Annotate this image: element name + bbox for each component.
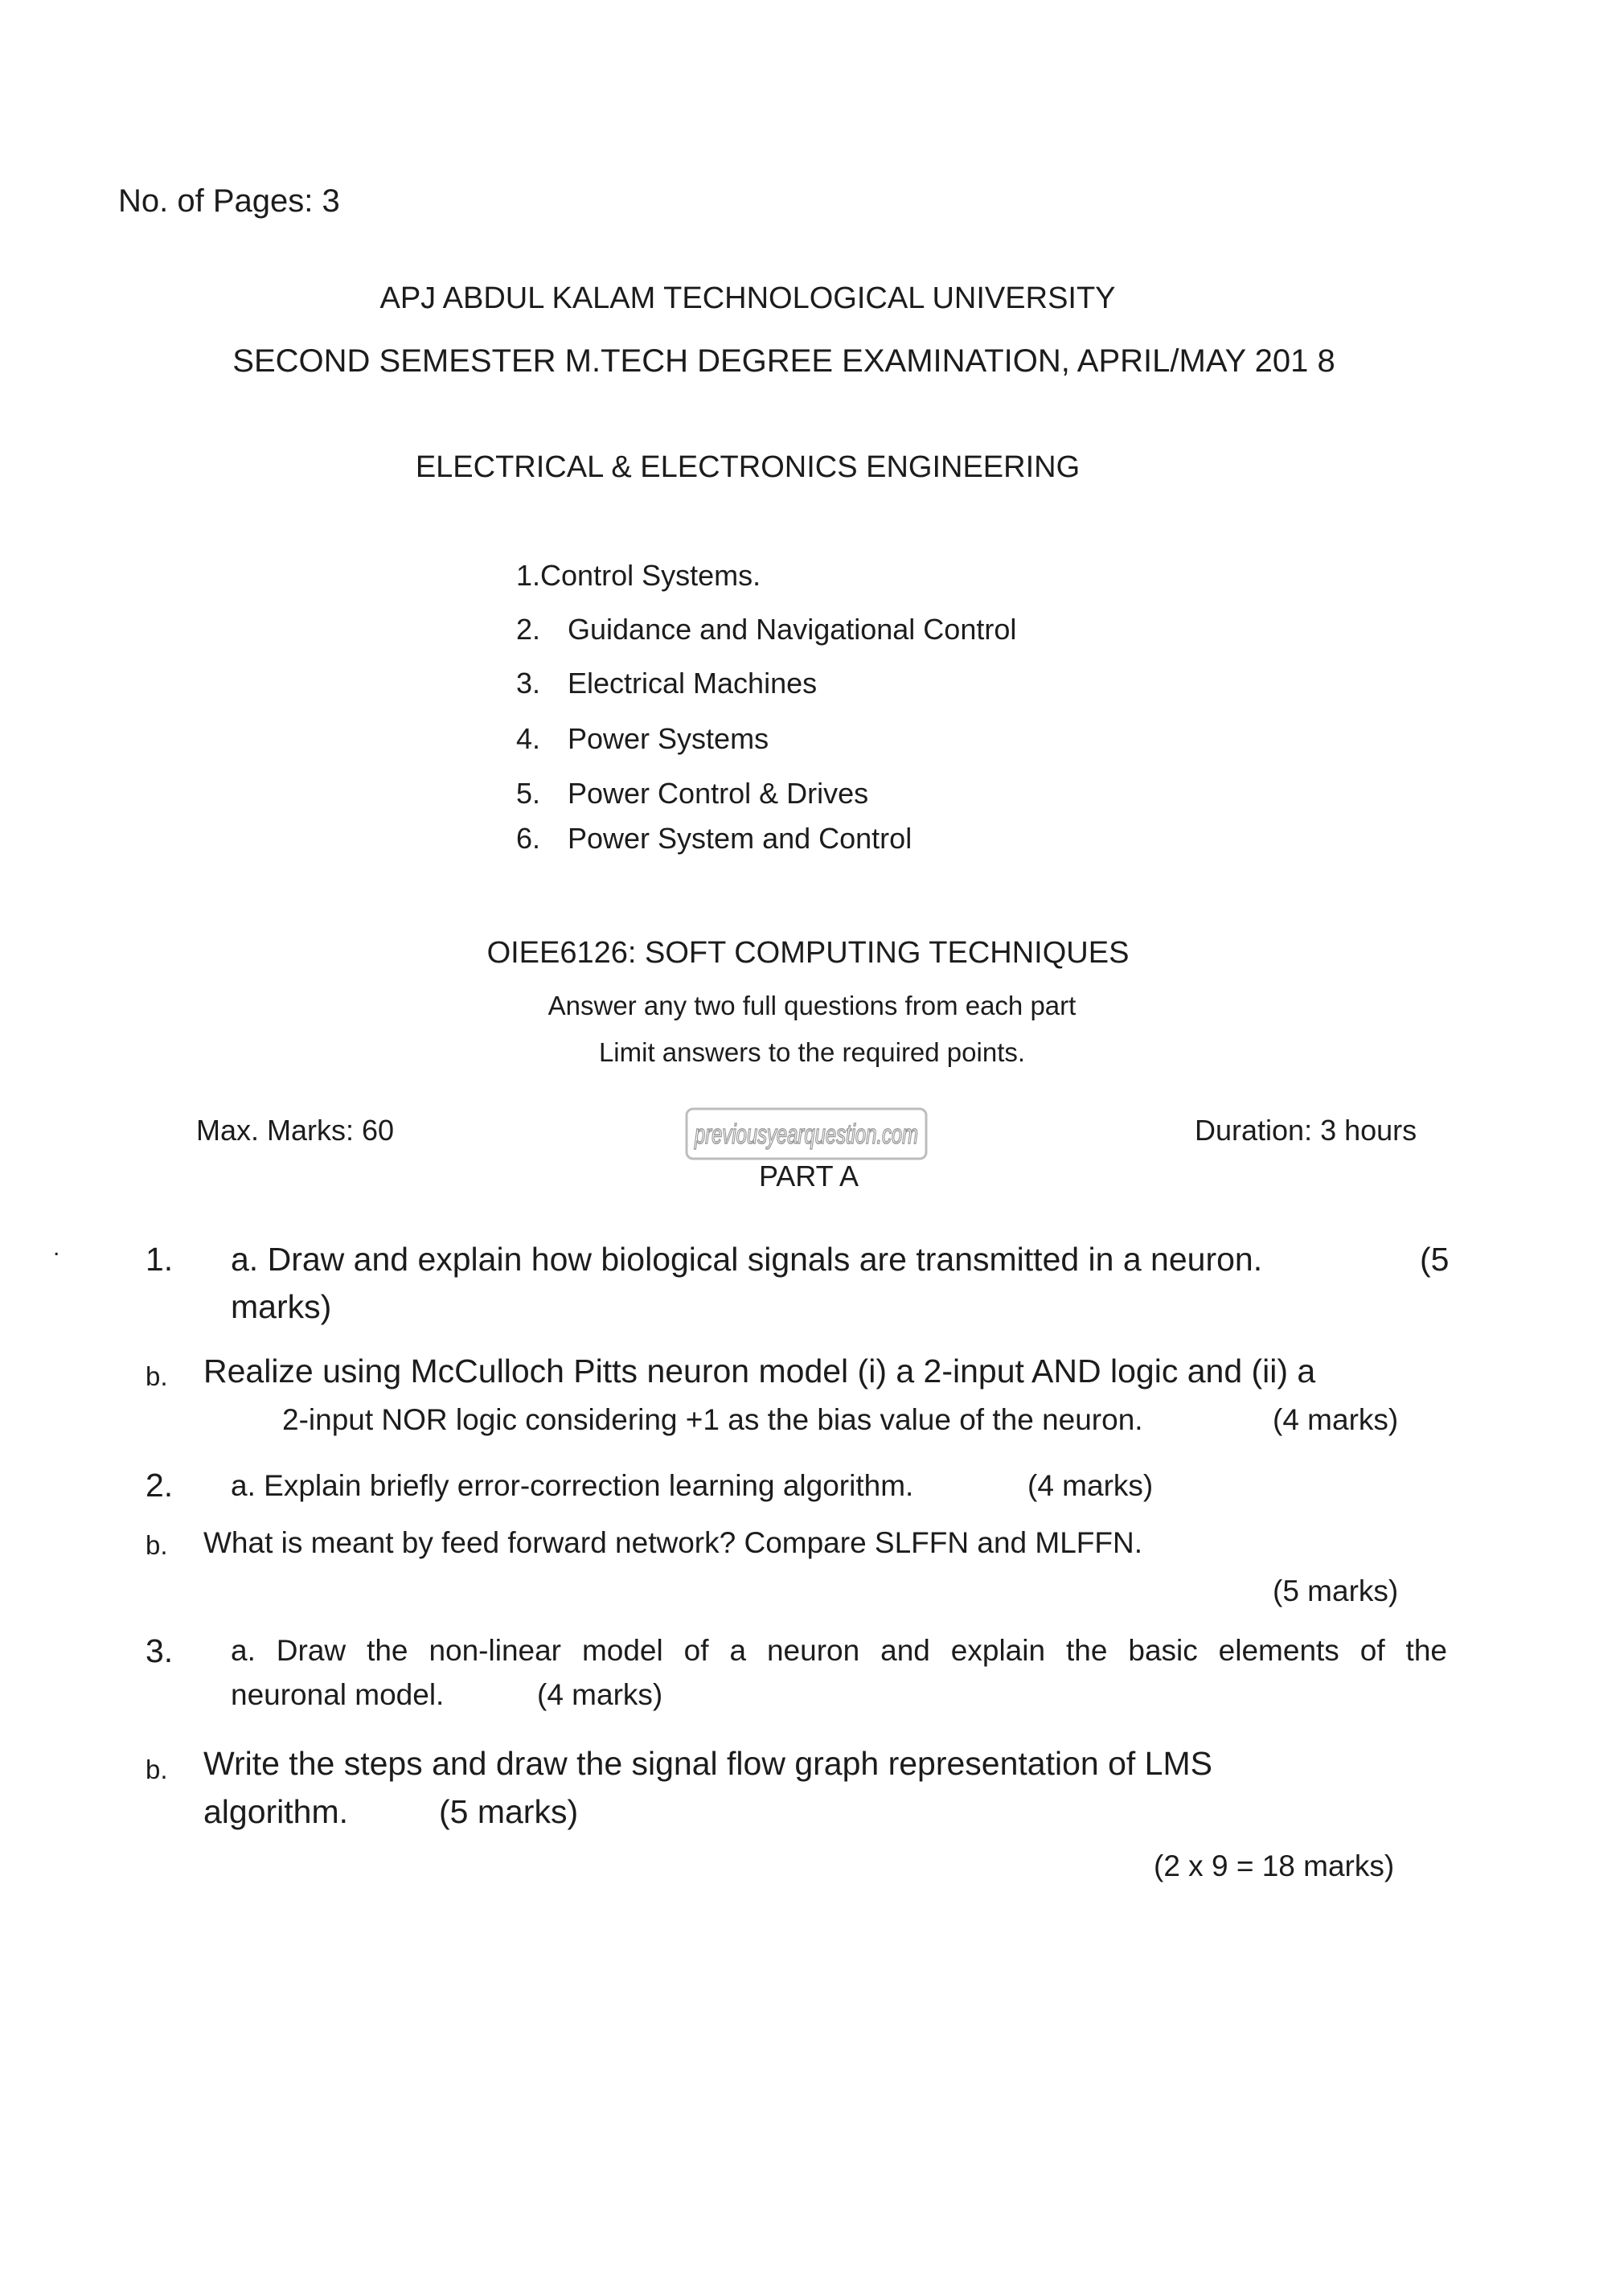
page-count: No. of Pages: 3 xyxy=(118,183,340,219)
specialization-item: 6. Power System and Control xyxy=(516,822,912,855)
question-number: 1. xyxy=(146,1241,174,1278)
question-3b-marks: (5 marks) xyxy=(439,1793,579,1830)
question-number: 2. xyxy=(146,1467,174,1504)
svg-text:previousyearquestion.com: previousyearquestion.com xyxy=(694,1119,918,1150)
question-1a-marks: (5 xyxy=(1420,1241,1450,1278)
part-total-marks: (2 x 9 = 18 marks) xyxy=(1154,1849,1395,1882)
question-1b-text: Realize using McCulloch Pitts neuron model (i) a 2-input AND logic and (ii) a xyxy=(203,1352,1316,1389)
question-3a-text-cont: neuronal model. xyxy=(231,1678,445,1711)
exam-title: SECOND SEMESTER M.TECH DEGREE EXAMINATION, APRIL/MAY 201 8 xyxy=(232,343,1335,379)
question-1a-marks-cont: marks) xyxy=(231,1288,332,1325)
specialization-item: 2. Guidance and Navigational Control xyxy=(516,613,1017,646)
question-1a-text: a. Draw and explain how biological signals are transmitted in a neuron. xyxy=(231,1241,1263,1278)
specialization-item: 3. Electrical Machines xyxy=(516,667,818,700)
watermark-logo xyxy=(685,1107,928,1160)
question-3a-marks: (4 marks) xyxy=(537,1678,663,1711)
question-3a-text: a. Draw the non-linear model of a neuron and explain the basic elements of the xyxy=(231,1634,1447,1667)
question-3b-text-cont: algorithm. xyxy=(203,1793,349,1830)
subquestion-label: b. xyxy=(146,1755,168,1784)
specialization-item: 1.Control Systems. xyxy=(516,559,761,592)
subquestion-label: b. xyxy=(146,1530,168,1560)
question-number: 3. xyxy=(146,1632,174,1669)
question-2a-text: a. Explain briefly error-correction learning algorithm. xyxy=(231,1469,914,1502)
stray-mark: . xyxy=(53,1234,60,1261)
question-2b-text: What is meant by feed forward network? Compare SLFFN and MLFFN. xyxy=(203,1526,1142,1559)
specialization-item: 4. Power Systems xyxy=(516,722,769,755)
duration: Duration: 3 hours xyxy=(1195,1114,1417,1147)
max-marks: Max. Marks: 60 xyxy=(196,1114,395,1147)
question-1b-text-cont: 2-input NOR logic considering +1 as the bias value of the neuron. xyxy=(282,1403,1143,1436)
question-2a-marks: (4 marks) xyxy=(1027,1469,1154,1502)
subquestion-label: b. xyxy=(146,1361,168,1391)
question-1b-marks: (4 marks) xyxy=(1273,1403,1399,1436)
instruction-line: Limit answers to the required points. xyxy=(598,1037,1026,1067)
course-title: OIEE6126: SOFT COMPUTING TECHNIQUES xyxy=(486,936,1130,970)
specialization-item: 5. Power Control & Drives xyxy=(516,777,869,810)
question-3b-text: Write the steps and draw the signal flow graph representation of LMS xyxy=(203,1745,1212,1782)
university-name: APJ ABDUL KALAM TECHNOLOGICAL UNIVERSITY xyxy=(379,281,1116,315)
branch-title: ELECTRICAL & ELECTRONICS ENGINEERING xyxy=(415,450,1081,484)
part-label: PART A xyxy=(758,1160,859,1192)
question-2b-marks: (5 marks) xyxy=(1273,1574,1399,1607)
instruction-line: Answer any two full questions from each part xyxy=(547,991,1077,1020)
